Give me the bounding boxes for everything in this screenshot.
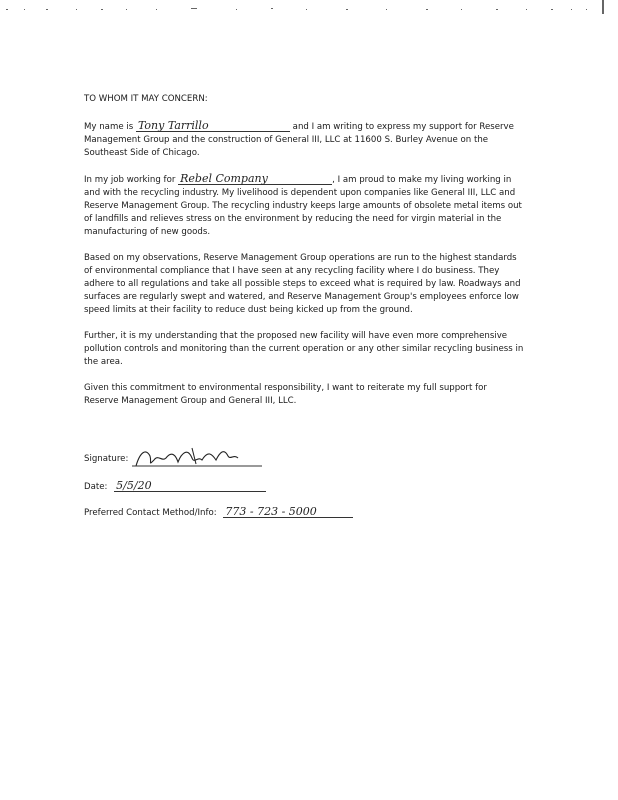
paragraph-new-facility: Further, it is my understanding that the proposed new facility will have even more comprehensive pollution controls and monitoring than the current operation or any other similar recycling business in the area. (84, 331, 524, 367)
contact-label: Preferred Contact Method/Info: (84, 508, 217, 518)
letter-body (84, 93, 524, 421)
paragraph-closing: Given this commitment to environmental responsibility, I want to reiterate my full support for Reserve Management Group and General III, LLC. (84, 383, 487, 406)
handwritten-name: Tony Tarrillo (136, 120, 290, 132)
handwritten-contact: 773 - 723 - 5000 (223, 506, 353, 518)
signature-label: Signature: (84, 454, 129, 464)
intro-suffix: and I am writing to express my support for Reserve Management Group and the construction of General III, LLC at 11600 S. Burley Avenue on the Southeast Side of Chicago. (84, 122, 514, 158)
handwritten-employer: Rebel Company (178, 173, 332, 185)
paragraph-introduction (84, 120, 524, 160)
paragraph-observations: Based on my observations, Reserve Management Group operations are run to the highest standards of environmental compliance that I have seen at any recycling facility where I do business. They adhere to all regulations and take all possible steps to exceed what is required by law. Roadways and surfaces are regularly swept and watered, and Reserve Management Group's employees enforce low speed limits at their facility to reduce dust being kicked up from the ground. (84, 253, 521, 315)
handwritten-date: 5/5/20 (114, 480, 266, 492)
employment-prefix: In my job working for (84, 175, 176, 185)
signature-row (84, 454, 128, 464)
salutation: TO WHOM IT MAY CONCERN: (84, 94, 208, 104)
scan-edge-noise (6, 0, 606, 14)
handwritten-signature (132, 442, 262, 472)
date-row (84, 480, 266, 492)
intro-prefix: My name is (84, 122, 134, 132)
paragraph-employment (84, 173, 524, 239)
employment-suffix: , I am proud to make my living working in and with the recycling industry. My livelihood is dependent upon companies like General III, LLC and Reserve Management Group. The recycling industry keeps large amounts of obsolete metal items out of landfills and relieves stress on the environment by reducing the need for virgin material in the manufacturing of new goods. (84, 175, 522, 237)
contact-row (84, 506, 353, 518)
date-label: Date: (84, 482, 108, 492)
